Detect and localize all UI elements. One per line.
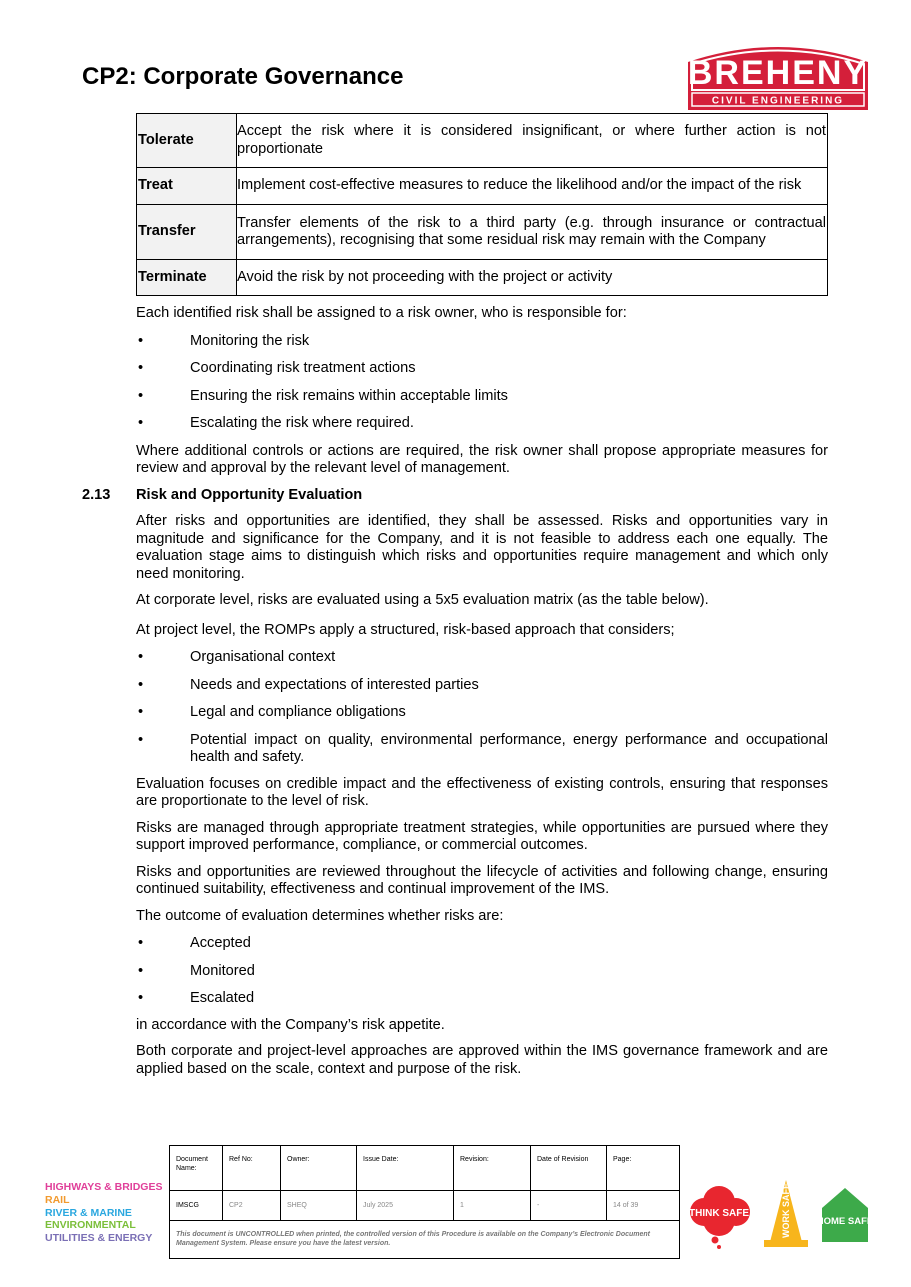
page-title: CP2: Corporate Governance — [82, 63, 404, 90]
footer-value-doc-name: IMSCG — [170, 1191, 223, 1221]
treatment-description: Implement cost-effective measures to reduce the likelihood and/or the impact of the risk — [237, 168, 828, 205]
paragraph: At project level, the ROMPs apply a structured, risk-based approach that considers; — [136, 621, 675, 638]
section-number: 2.13 — [82, 486, 111, 503]
sector-highways: HIGHWAYS & BRIDGES — [45, 1181, 163, 1193]
list-item: • Escalated — [138, 990, 255, 1006]
footer-value-row — [170, 1191, 680, 1221]
bullet: • — [138, 415, 144, 431]
list-item: • Monitoring the risk — [138, 332, 310, 349]
footer-value-revision-date: - — [531, 1191, 607, 1221]
paragraph: The outcome of evaluation determines whether risks are: — [136, 907, 504, 924]
footer-value-owner: SHEQ — [281, 1191, 357, 1221]
footer-header: Issue Date: — [357, 1146, 454, 1191]
treatment-description: Avoid the risk by not proceeding with the project or activity — [237, 260, 828, 296]
list-item: • Monitored — [138, 962, 255, 979]
list-item: • Coordinating risk treatment actions — [138, 360, 416, 376]
bullet: • — [138, 676, 144, 693]
footer-header: Page: — [607, 1146, 680, 1191]
list-item: • Potential impact on quality, environmental performance, energy performance and occupational health and safety. — [138, 731, 828, 765]
bullet: • — [138, 731, 144, 748]
list-item: • Escalating the risk where required. — [138, 415, 414, 431]
list-item: • Needs and expectations of interested parties — [138, 676, 479, 693]
uncontrolled-note: This document is UNCONTROLLED when printed, the controlled version of this Procedure is available on the Company’s Electronic Document Management System. Please ensure you have the latest version. — [170, 1221, 680, 1259]
treatment-description: Transfer elements of the risk to a third party (e.g. through insurance or contractual arrangements), recognising that some residual risk may remain with the Company — [237, 205, 828, 260]
bullet: • — [138, 360, 144, 376]
treatment-description: Accept the risk where it is considered insignificant, or where further action is not proportionate — [237, 114, 828, 168]
bullet: • — [138, 387, 144, 404]
sector-list — [45, 1181, 162, 1245]
list-item: • Legal and compliance obligations — [138, 704, 406, 720]
sector-rail: RAIL — [45, 1193, 70, 1206]
treatment-term: Transfer — [137, 205, 237, 260]
logo-wordmark: BREHENY — [687, 54, 869, 92]
bullet: • — [138, 990, 144, 1006]
paragraph: After risks and opportunities are identified, they shall be assessed. Risks and opportunities vary in magnitude and significance for the Company, and it is not feasible to address each one equally. The evaluation stage aims to distinguish which risks and opportunities require management and which only need monitoring. — [136, 513, 828, 582]
safety-badges — [686, 1176, 876, 1256]
paragraph: in accordance with the Company’s risk appetite. — [136, 1016, 445, 1033]
bullet: • — [138, 962, 144, 979]
work-safe-label: WORK SAFE — [781, 1183, 791, 1238]
list-item: • Accepted — [138, 935, 251, 951]
bullet: • — [138, 935, 144, 951]
risk-owner-intro: Each identified risk shall be assigned to a risk owner, who is responsible for: — [136, 305, 627, 321]
footer-header: Date of Revision — [531, 1146, 607, 1191]
risk-owner-paragraph: Where additional controls or actions are required, the risk owner shall propose appropriate measures for review and approval by the relevant level of management. — [136, 442, 828, 476]
paragraph: Risks and opportunities are reviewed throughout the lifecycle of activities and following change, ensuring continued suitability, effectiveness and continual improvement of the IMS. — [136, 863, 828, 897]
table-row — [137, 114, 828, 168]
paragraph: Risks are managed through appropriate treatment strategies, while opportunities are pursued where they support improved performance, compliance, or commercial outcomes. — [136, 819, 828, 853]
sector-river-marine: RIVER & MARINE — [45, 1206, 132, 1219]
footer-value-revision: 1 — [454, 1191, 531, 1221]
table-row — [137, 205, 828, 260]
risk-treatment-table — [136, 113, 828, 296]
sector-environmental: ENVIRONMENTAL — [45, 1219, 136, 1232]
treatment-term: Treat — [137, 168, 237, 205]
breheny-logo — [686, 38, 870, 112]
treatment-term: Terminate — [137, 260, 237, 296]
footer-header-row — [170, 1146, 680, 1191]
footer-header: Owner: — [281, 1146, 357, 1191]
bullet: • — [138, 704, 144, 720]
page-content — [82, 113, 828, 1078]
paragraph: At corporate level, risks are evaluated using a 5x5 evaluation matrix (as the table below). — [136, 592, 709, 608]
footer-value-page: 14 of 39 — [607, 1191, 680, 1221]
think-safe-label: THINK SAFE — [689, 1208, 749, 1219]
footer-value-issue-date: July 2025 — [357, 1191, 454, 1221]
footer-header: Ref No: — [223, 1146, 281, 1191]
footer-value-ref: CP2 — [223, 1191, 281, 1221]
bullet: • — [138, 332, 144, 349]
list-item: • Ensuring the risk remains within acceptable limits — [138, 387, 508, 404]
document-control-table — [169, 1145, 680, 1259]
footer-header: Revision: — [454, 1146, 531, 1191]
sector-utilities-energy: UTILITIES & ENERGY — [45, 1232, 153, 1245]
treatment-term: Tolerate — [137, 114, 237, 168]
bullet: • — [138, 649, 144, 665]
section-heading — [82, 487, 828, 505]
footer-note-row — [170, 1221, 680, 1259]
home-safe-icon — [817, 1188, 873, 1242]
list-item: • Organisational context — [138, 649, 336, 665]
section-title: Risk and Opportunity Evaluation — [136, 486, 363, 503]
table-row — [137, 168, 828, 205]
work-safe-icon — [764, 1180, 808, 1247]
paragraph: Evaluation focuses on credible impact and the effectiveness of existing controls, ensuring that responses are proportionate to the level of risk. — [136, 775, 828, 809]
paragraph: Both corporate and project-level approaches are approved within the IMS governance framework and are applied based on the scale, context and purpose of the risk. — [136, 1043, 828, 1077]
think-safe-icon — [689, 1186, 750, 1249]
logo-subtitle: CIVIL ENGINEERING — [711, 95, 845, 107]
table-row — [137, 260, 828, 296]
footer-header: Document Name: — [170, 1146, 223, 1191]
home-safe-label: HOME SAFE — [816, 1216, 874, 1227]
